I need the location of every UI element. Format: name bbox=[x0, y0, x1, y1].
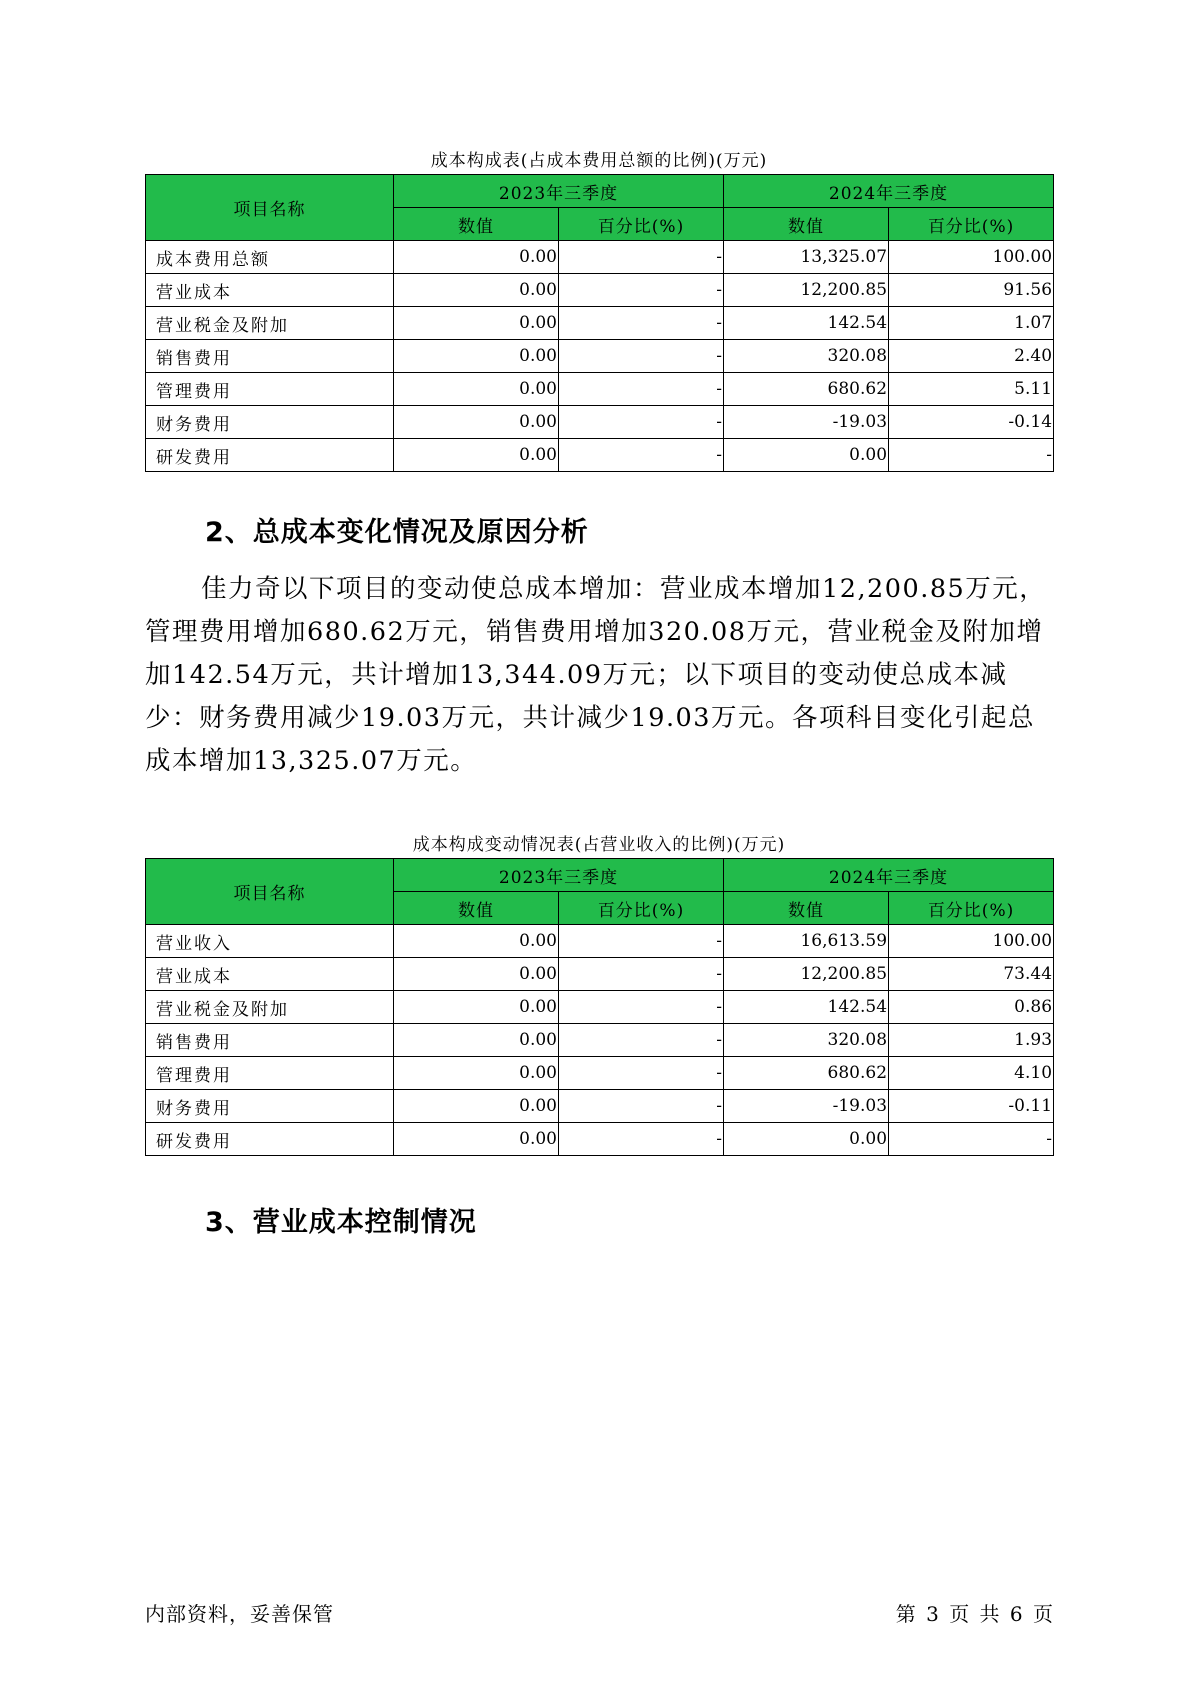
table-row bbox=[146, 439, 1054, 472]
value-2023-cell: 0.00 bbox=[394, 241, 559, 274]
percent-2024-cell: 0.86 bbox=[889, 991, 1054, 1024]
row-name-cell: 成本费用总额 bbox=[146, 241, 394, 274]
value-2024-cell: 13,325.07 bbox=[724, 241, 889, 274]
value-2023-cell: 0.00 bbox=[394, 991, 559, 1024]
footer-confidential-note: 内部资料，妥善保管 bbox=[145, 1602, 334, 1626]
percent-2023-cell: - bbox=[559, 340, 724, 373]
row-name-cell: 研发费用 bbox=[146, 439, 394, 472]
header-value-2023: 数值 bbox=[394, 892, 559, 925]
row-name-cell: 营业成本 bbox=[146, 958, 394, 991]
percent-2023-cell: - bbox=[559, 958, 724, 991]
percent-2023-cell: - bbox=[559, 925, 724, 958]
percent-2024-cell: 2.40 bbox=[889, 340, 1054, 373]
percent-2023-cell: - bbox=[559, 406, 724, 439]
value-2023-cell: 0.00 bbox=[394, 439, 559, 472]
table-row bbox=[146, 340, 1054, 373]
header-item-name: 项目名称 bbox=[146, 859, 394, 925]
row-name-cell: 营业税金及附加 bbox=[146, 307, 394, 340]
header-value-2024: 数值 bbox=[724, 892, 889, 925]
percent-2023-cell: - bbox=[559, 373, 724, 406]
value-2023-cell: 0.00 bbox=[394, 274, 559, 307]
percent-2024-cell: 5.11 bbox=[889, 373, 1054, 406]
percent-2024-cell: 4.10 bbox=[889, 1057, 1054, 1090]
percent-2023-cell: - bbox=[559, 1057, 724, 1090]
header-period-2023: 2023年三季度 bbox=[394, 175, 724, 208]
percent-2023-cell: - bbox=[559, 1024, 724, 1057]
percent-2023-cell: - bbox=[559, 991, 724, 1024]
table-row bbox=[146, 925, 1054, 958]
value-2023-cell: 0.00 bbox=[394, 1090, 559, 1123]
table-row bbox=[146, 991, 1054, 1024]
percent-2023-cell: - bbox=[559, 1123, 724, 1156]
value-2023-cell: 0.00 bbox=[394, 307, 559, 340]
header-value-2023: 数值 bbox=[394, 208, 559, 241]
percent-2024-cell: 91.56 bbox=[889, 274, 1054, 307]
percent-2024-cell: 100.00 bbox=[889, 925, 1054, 958]
section2-paragraph: 佳力奇以下项目的变动使总成本增加：营业成本增加12,200.85万元，管理费用增加680.62万元，销售费用增加320.08万元，营业税金及附加增加142.54万元，共计增加13,344.09万元；以下项目的变动使总成本减少：财务费用减少19.03万元，共计减少19.03万元。各项科目变化引起总成本增加13,325.07万元。 bbox=[145, 574, 1047, 776]
percent-2023-cell: - bbox=[559, 241, 724, 274]
value-2023-cell: 0.00 bbox=[394, 925, 559, 958]
percent-2024-cell: - bbox=[889, 1123, 1054, 1156]
table1-caption: 成本构成表(占成本费用总额的比例)(万元) bbox=[430, 151, 768, 171]
percent-2023-cell: - bbox=[559, 307, 724, 340]
value-2024-cell: 0.00 bbox=[724, 439, 889, 472]
table2-caption: 成本构成变动情况表(占营业收入的比例)(万元) bbox=[412, 835, 786, 855]
header-item-name: 项目名称 bbox=[146, 175, 394, 241]
header-percent-2024: 百分比(%) bbox=[889, 892, 1054, 925]
value-2024-cell: 320.08 bbox=[724, 340, 889, 373]
value-2024-cell: -19.03 bbox=[724, 406, 889, 439]
value-2024-cell: 0.00 bbox=[724, 1123, 889, 1156]
table-row bbox=[146, 406, 1054, 439]
value-2023-cell: 0.00 bbox=[394, 1024, 559, 1057]
header-period-2024: 2024年三季度 bbox=[724, 859, 1054, 892]
percent-2024-cell: -0.14 bbox=[889, 406, 1054, 439]
table-row bbox=[146, 1090, 1054, 1123]
row-name-cell: 财务费用 bbox=[146, 406, 394, 439]
table-row bbox=[146, 307, 1054, 340]
row-name-cell: 营业成本 bbox=[146, 274, 394, 307]
value-2023-cell: 0.00 bbox=[394, 1057, 559, 1090]
table-row bbox=[146, 241, 1054, 274]
section3-heading: 3、营业成本控制情况 bbox=[205, 1207, 477, 1238]
value-2024-cell: 680.62 bbox=[724, 373, 889, 406]
row-name-cell: 销售费用 bbox=[146, 1024, 394, 1057]
percent-2024-cell: 1.93 bbox=[889, 1024, 1054, 1057]
value-2023-cell: 0.00 bbox=[394, 406, 559, 439]
header-period-2024: 2024年三季度 bbox=[724, 175, 1054, 208]
percent-2023-cell: - bbox=[559, 274, 724, 307]
value-2024-cell: 12,200.85 bbox=[724, 958, 889, 991]
table-row bbox=[146, 274, 1054, 307]
table-row bbox=[146, 958, 1054, 991]
row-name-cell: 营业收入 bbox=[146, 925, 394, 958]
row-name-cell: 管理费用 bbox=[146, 1057, 394, 1090]
header-value-2024: 数值 bbox=[724, 208, 889, 241]
value-2023-cell: 0.00 bbox=[394, 340, 559, 373]
value-2023-cell: 0.00 bbox=[394, 958, 559, 991]
row-name-cell: 管理费用 bbox=[146, 373, 394, 406]
header-period-2023: 2023年三季度 bbox=[394, 859, 724, 892]
table-row bbox=[146, 1057, 1054, 1090]
table-row bbox=[146, 373, 1054, 406]
value-2024-cell: -19.03 bbox=[724, 1090, 889, 1123]
value-2023-cell: 0.00 bbox=[394, 373, 559, 406]
value-2024-cell: 680.62 bbox=[724, 1057, 889, 1090]
value-2024-cell: 142.54 bbox=[724, 307, 889, 340]
footer-page-number: 第 3 页 共 6 页 bbox=[895, 1602, 1053, 1626]
row-name-cell: 销售费用 bbox=[146, 340, 394, 373]
row-name-cell: 财务费用 bbox=[146, 1090, 394, 1123]
percent-2023-cell: - bbox=[559, 1090, 724, 1123]
value-2024-cell: 12,200.85 bbox=[724, 274, 889, 307]
section2-heading: 2、总成本变化情况及原因分析 bbox=[205, 517, 589, 548]
header-percent-2024: 百分比(%) bbox=[889, 208, 1054, 241]
percent-2024-cell: - bbox=[889, 439, 1054, 472]
value-2024-cell: 142.54 bbox=[724, 991, 889, 1024]
cost-composition-table bbox=[145, 174, 1054, 472]
percent-2024-cell: 100.00 bbox=[889, 241, 1054, 274]
table-row bbox=[146, 1024, 1054, 1057]
row-name-cell: 研发费用 bbox=[146, 1123, 394, 1156]
value-2024-cell: 16,613.59 bbox=[724, 925, 889, 958]
percent-2024-cell: 1.07 bbox=[889, 307, 1054, 340]
percent-2023-cell: - bbox=[559, 439, 724, 472]
table-row bbox=[146, 1123, 1054, 1156]
header-percent-2023: 百分比(%) bbox=[559, 208, 724, 241]
percent-2024-cell: 73.44 bbox=[889, 958, 1054, 991]
percent-2024-cell: -0.11 bbox=[889, 1090, 1054, 1123]
cost-change-table bbox=[145, 858, 1054, 1156]
value-2024-cell: 320.08 bbox=[724, 1024, 889, 1057]
value-2023-cell: 0.00 bbox=[394, 1123, 559, 1156]
row-name-cell: 营业税金及附加 bbox=[146, 991, 394, 1024]
header-percent-2023: 百分比(%) bbox=[559, 892, 724, 925]
